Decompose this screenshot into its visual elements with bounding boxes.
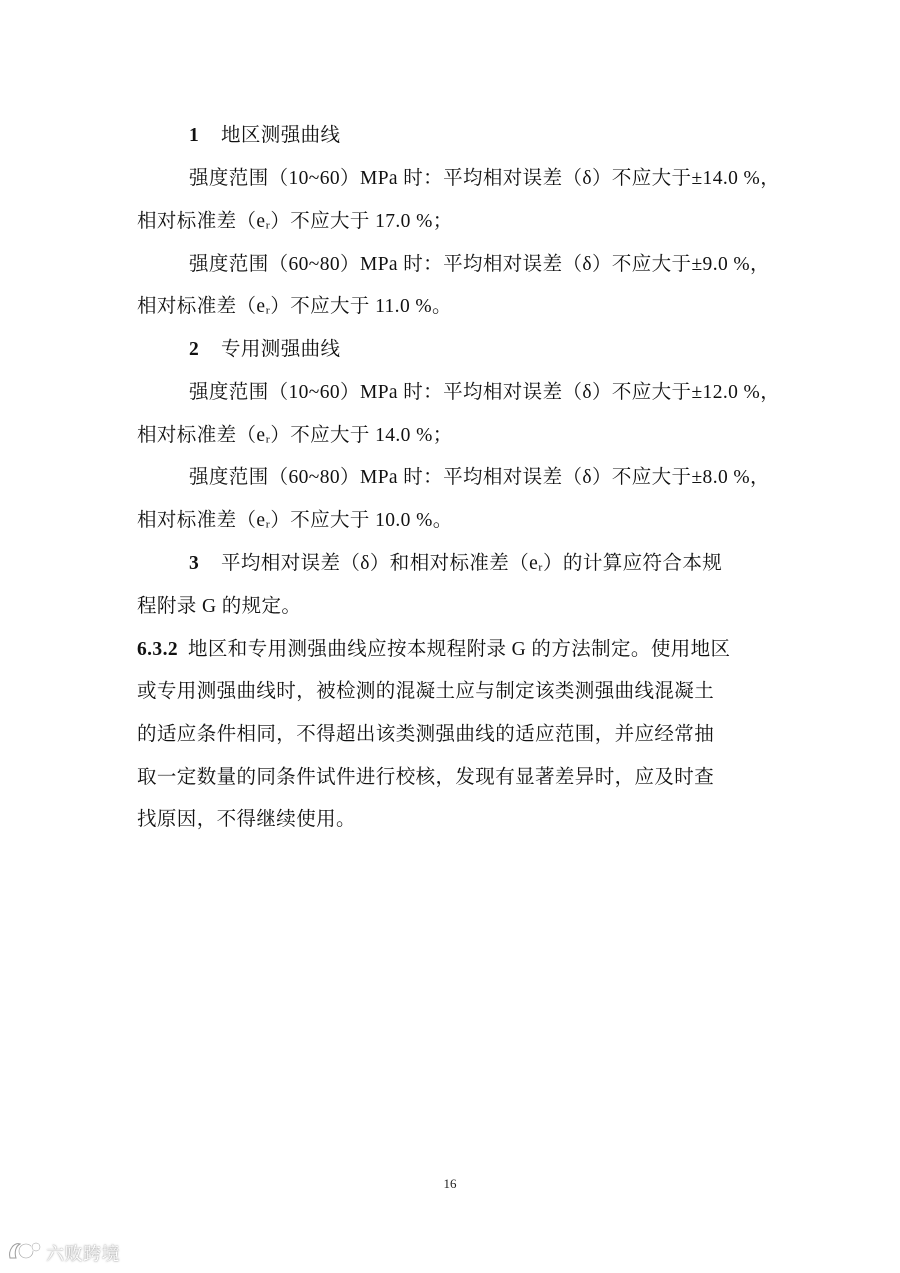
item-3-line-1: 平均相对误差（δ）和相对标准差（eᵣ）的计算应符合本规 xyxy=(221,553,723,574)
item-3-line-2: 程附录 G 的规定。 xyxy=(137,596,302,617)
clause-6-3-2-line-5: 找原因，不得继续使用。 xyxy=(137,809,356,830)
clause-6-3-2-line-4: 取一定数量的同条件试件进行校核，发现有显著差异时，应及时查 xyxy=(137,767,715,788)
item-2-line-3: 强度范围（60~80）MPa 时：平均相对误差（δ）不应大于±8.0 %， xyxy=(189,467,770,488)
clause-6-3-2-line-2: 或专用测强曲线时，被检测的混凝土应与制定该类测强曲线混凝土 xyxy=(137,681,715,702)
item-2-heading xyxy=(189,338,340,362)
item-2-line-4: 相对标准差（eᵣ）不应大于 10.0 %。 xyxy=(137,510,453,531)
clause-number: 6.3.2 xyxy=(137,639,178,660)
item-2-number: 2 xyxy=(189,339,200,360)
item-1-number: 1 xyxy=(189,125,200,146)
item-1-heading xyxy=(189,124,340,148)
item-1-line-4: 相对标准差（eᵣ）不应大于 11.0 %。 xyxy=(137,296,452,317)
item-3-number: 3 xyxy=(189,553,200,574)
page-number: 16 xyxy=(443,1176,457,1191)
item-2-title: 专用测强曲线 xyxy=(221,339,341,360)
watermark-text: 六败跨境 xyxy=(46,1244,120,1265)
item-1-title: 地区测强曲线 xyxy=(221,125,341,146)
clause-text-1: 地区和专用测强曲线应按本规程附录 G 的方法制定。使用地区 xyxy=(188,639,731,660)
item-1-line-3: 强度范围（60~80）MPa 时：平均相对误差（δ）不应大于±9.0 %， xyxy=(189,254,770,275)
watermark xyxy=(6,1238,120,1268)
item-3-heading xyxy=(189,552,722,576)
logo-icon xyxy=(6,1238,42,1269)
item-2-line-1: 强度范围（10~60）MPa 时：平均相对误差（δ）不应大于±12.0 %， xyxy=(189,382,781,403)
clause-6-3-2-line-3: 的适应条件相同，不得超出该类测强曲线的适应范围，并应经常抽 xyxy=(137,724,715,745)
item-1-line-1: 强度范围（10~60）MPa 时：平均相对误差（δ）不应大于±14.0 %， xyxy=(189,168,781,189)
item-1-line-2: 相对标准差（eᵣ）不应大于 17.0 %； xyxy=(137,211,453,232)
clause-6-3-2-line-1 xyxy=(137,638,730,662)
item-2-line-2: 相对标准差（eᵣ）不应大于 14.0 %； xyxy=(137,425,453,446)
